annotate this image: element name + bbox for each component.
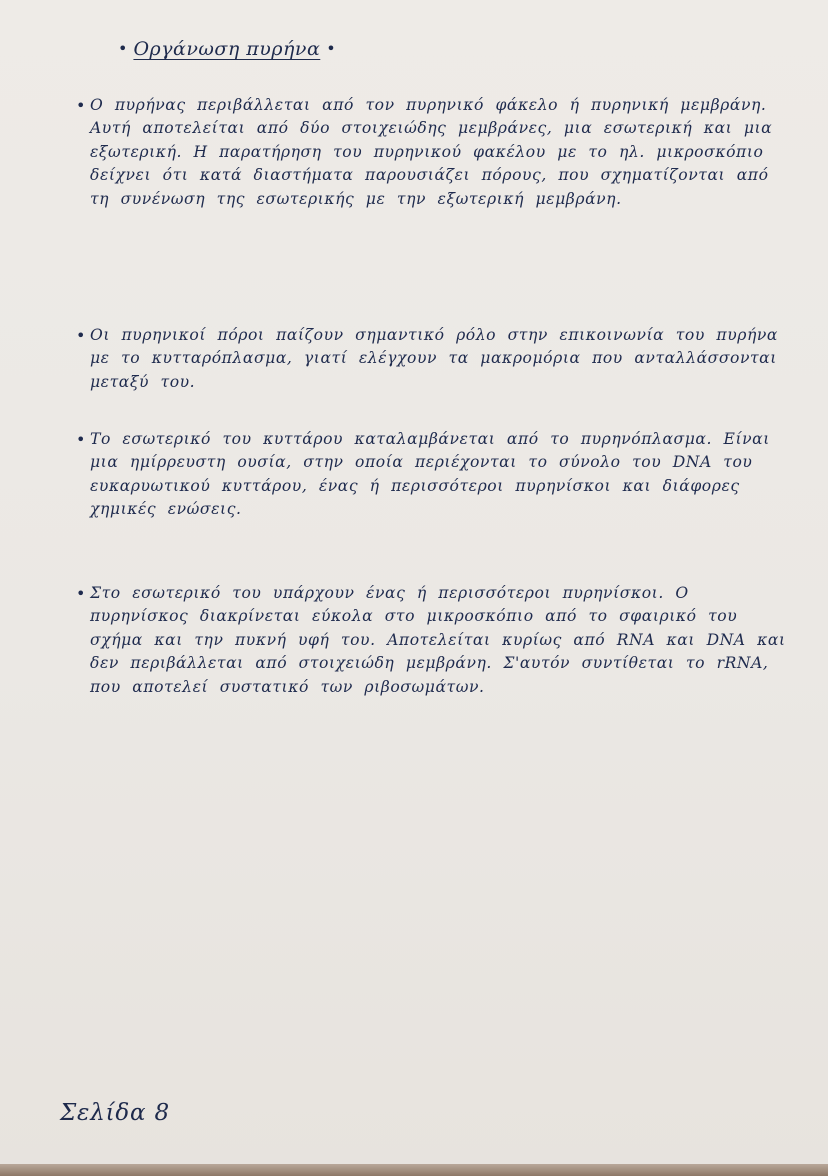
bullet-dot-icon: •: [118, 39, 128, 58]
bullet-dot-icon: •: [76, 96, 86, 115]
page-number-label: Σελίδα 8: [60, 1100, 170, 1126]
paragraph-nuclear-pores: [76, 324, 790, 394]
page-edge: [0, 1164, 828, 1176]
paragraph-text: Οι πυρηνικοί πόροι παίζουν σημαντικό ρόλο στην επικοινωνία του πυρήνα με το κυτταρόπλασμα, γιατί ελέγχουν τα μακρομόρια που ανταλλάσσονται μεταξύ του.: [90, 326, 778, 391]
bullet-dot-icon: •: [76, 430, 86, 449]
paragraph-text: Το εσωτερικό του κυττάρου καταλαμβάνεται από το πυρηνόπλασμα. Είναι μια ημίρρευστη ουσία, στην οποία περιέχονται το σύνολο του DNA του ευκαρυωτικού κυττάρου, ένας ή περισσότεροι πυρηνίσκοι και διάφορες χημικές ενώσεις.: [90, 430, 770, 519]
paragraph-nucleoplasm: [76, 428, 790, 522]
paragraph-nuclear-envelope: [76, 94, 790, 211]
paragraph-text: Στο εσωτερικό του υπάρχουν ένας ή περισσότεροι πυρηνίσκοι. Ο πυρηνίσκος διακρίνεται εύκολα στο μικροσκόπιο από το σφαιρικό του σχήμα και την πυκνή υφή του. Αποτελείται κυρίως από RNA και DNA και δεν περιβάλλεται από στοιχειώδη μεμβράνη. Σ'αυτόν συντίθεται το rRNA, που αποτελεί συστατικό των ριβοσωμάτων.: [90, 584, 786, 696]
bullet-dot-icon: •: [326, 39, 336, 58]
title-heading: [118, 38, 336, 60]
paragraph-text: Ο πυρήνας περιβάλλεται από τον πυρηνικό φάκελο ή πυρηνική μεμβράνη. Αυτή αποτελείται από δύο στοιχειώδης μεμβράνες, μια εσωτερική και μια εξωτερική. Η παρατήρηση του πυρηνικού φακέλου με το ηλ. μικροσκόπιο δείχνει ότι κατά διαστήματα παρουσιάζει πόρους, που σχηματίζονται από τη συνένωση της εσωτερικής με την εξωτερική μεμβράνη.: [90, 96, 773, 208]
bullet-dot-icon: •: [76, 584, 86, 603]
bullet-dot-icon: •: [76, 326, 86, 345]
paragraph-nucleolus: [76, 582, 790, 699]
page-title: Οργάνωση πυρήνα: [133, 38, 321, 60]
